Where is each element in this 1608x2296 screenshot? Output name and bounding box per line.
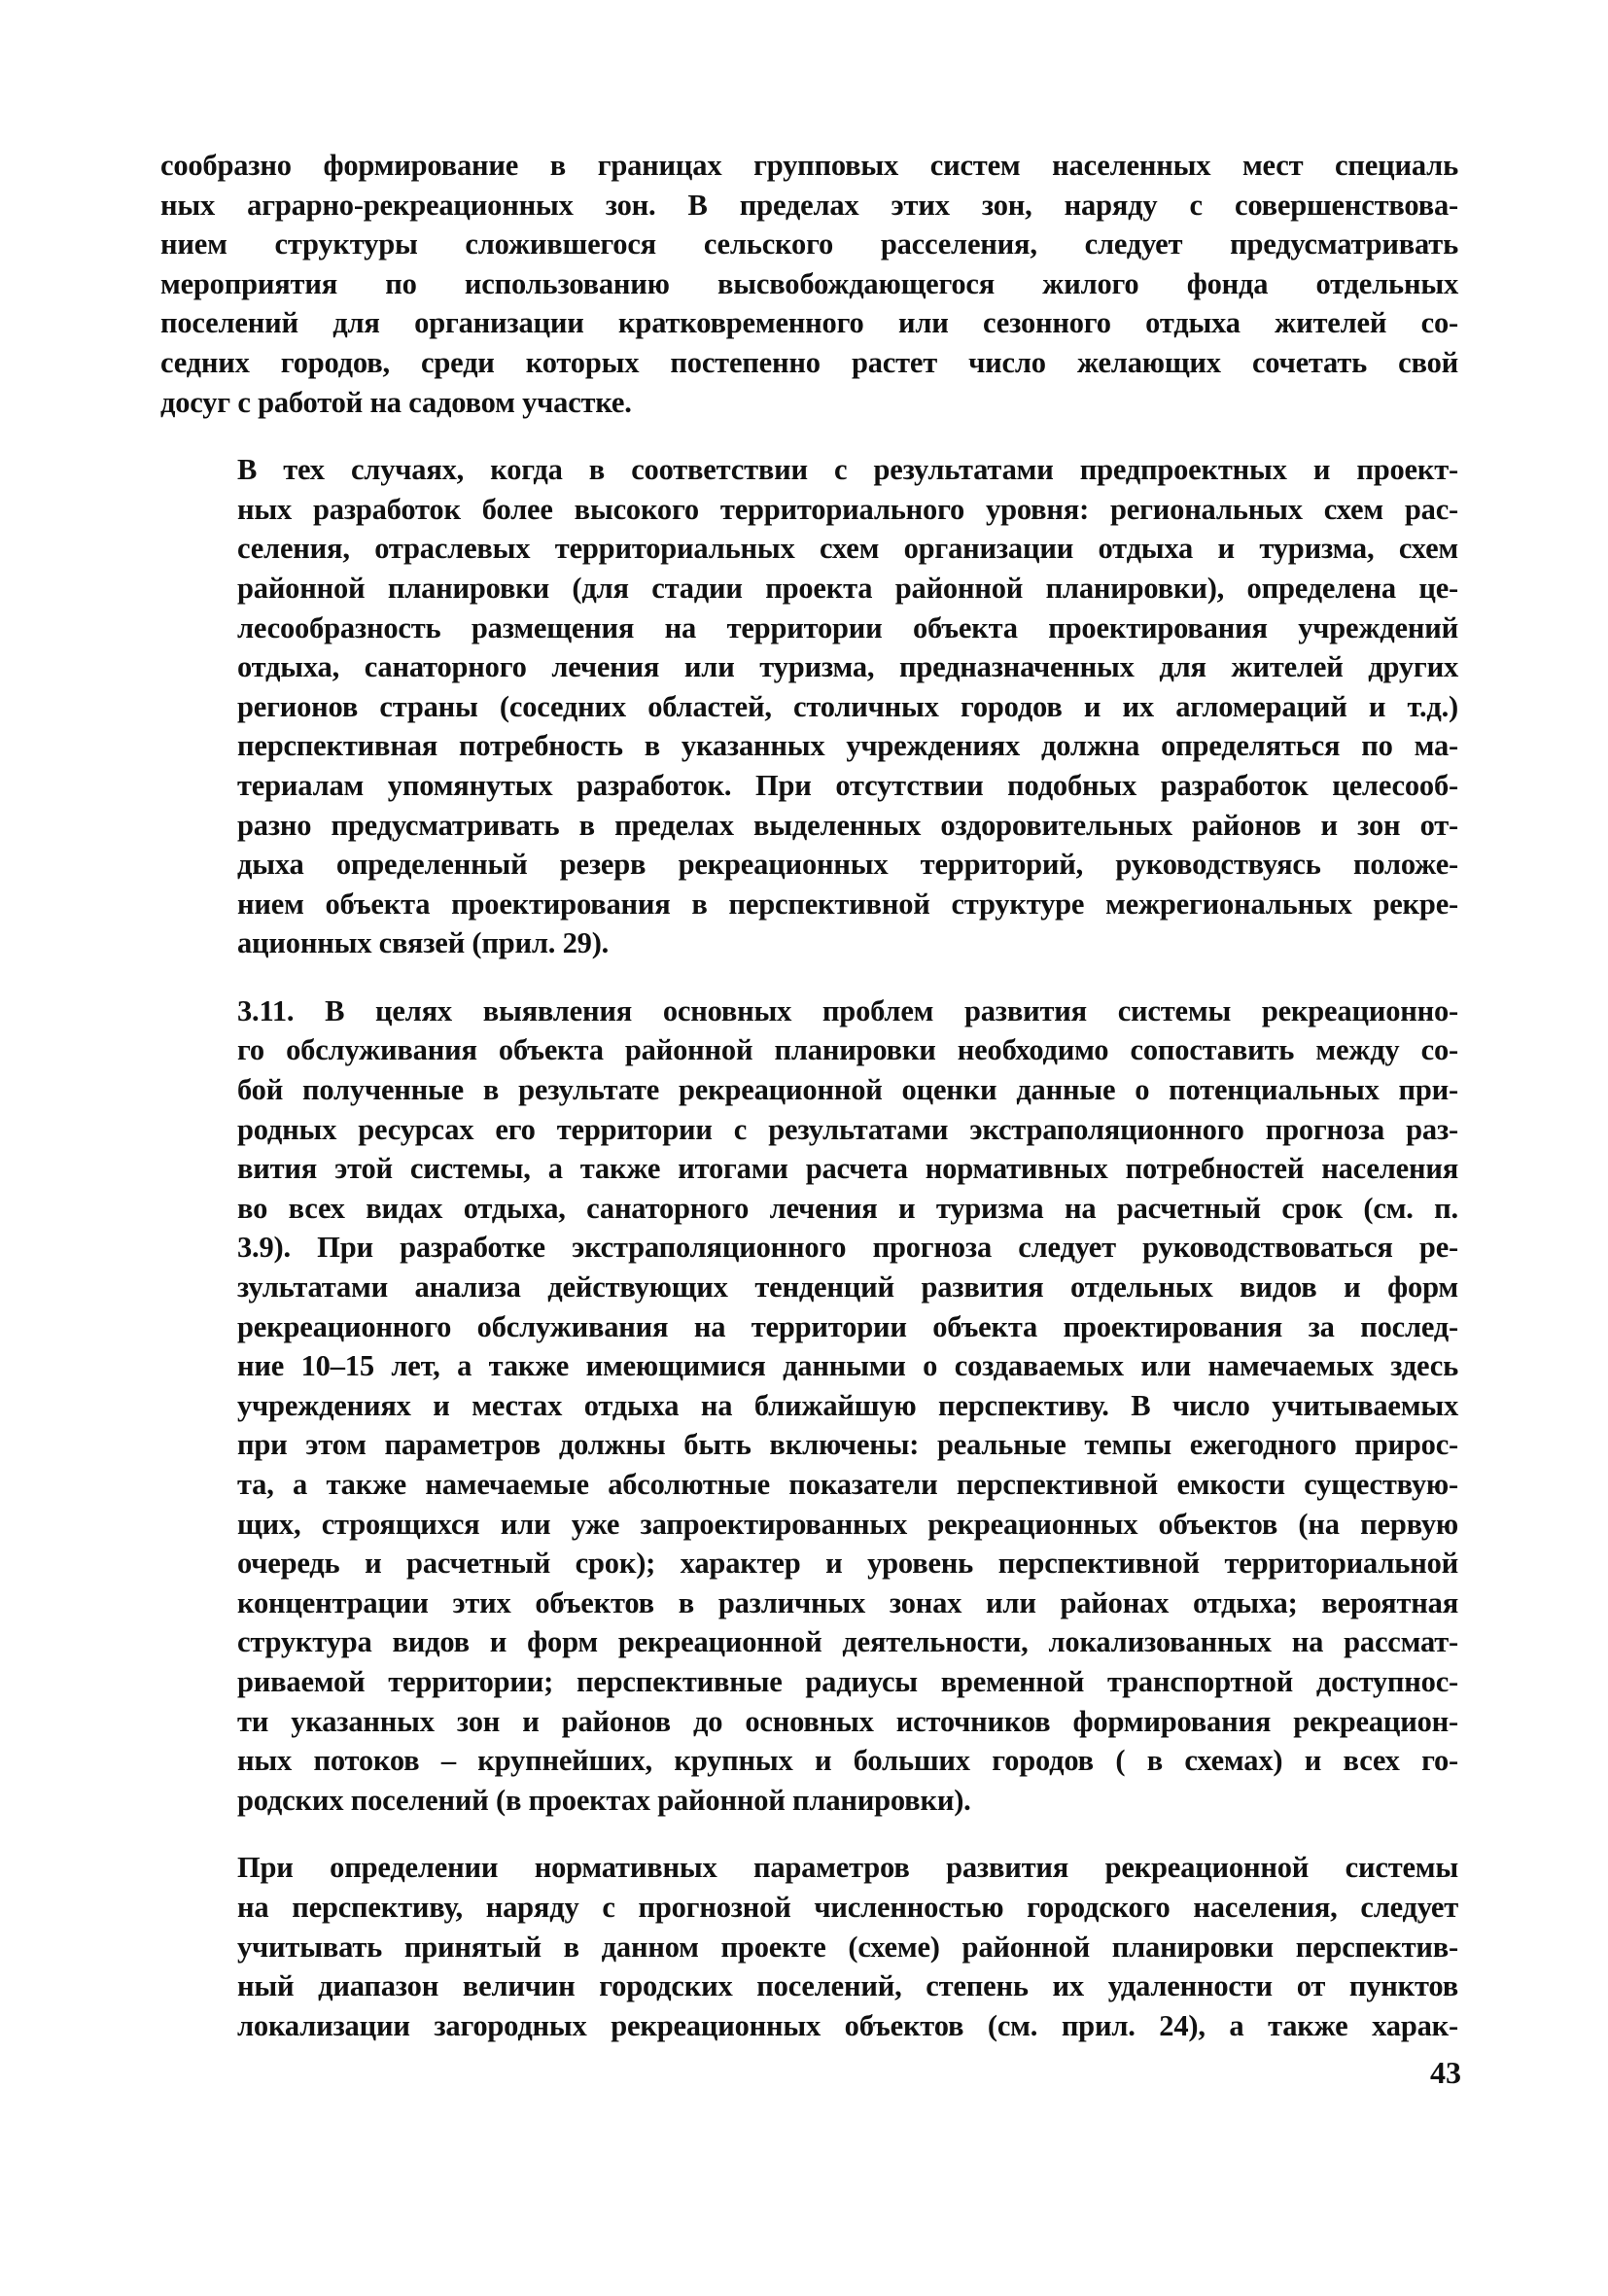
text-line: мероприятия по использованию высвобождающегося жилого фонда отдельных — [160, 266, 1458, 300]
text-line: отдыха, санаторного лечения или туризма, предназначенных для жителей других — [237, 650, 1458, 684]
text-line: нием структуры сложившегося сельского расселения, следует предусматривать — [160, 227, 1458, 261]
paragraph-4 — [160, 1848, 1458, 2045]
text-line: учреждениях и местах отдыха на ближайшую перспективу. В число учитываемых — [237, 1388, 1458, 1422]
text-line: районной планировки (для стадии проекта районной планировки), определена це- — [237, 571, 1458, 605]
text-line: перспективная потребность в указанных учреждениях должна определяться по ма- — [237, 729, 1458, 763]
text-line: териалам упомянутых разработок. При отсутствии подобных разработок целесооб- — [237, 768, 1458, 802]
text-line: досуг с работой на садовом участке. — [160, 385, 632, 419]
text-line: поселений для организации кратковременного или сезонного отдыха жителей со- — [160, 306, 1458, 340]
paragraph-1 — [160, 146, 1458, 422]
text-line: структура видов и форм рекреационной деятельности, локализованных на рассмат- — [237, 1625, 1458, 1659]
text-line: ных аграрно-рекреационных зон. В пределах этих зон, наряду с совершенствова- — [160, 188, 1458, 222]
text-line: При определении нормативных параметров развития рекреационной системы — [237, 1851, 1458, 1885]
text-line: го обслуживания объекта районной планировки необходимо сопоставить между со- — [237, 1033, 1458, 1067]
page-number: 43 — [1430, 2055, 1461, 2090]
text-line: на перспективу, наряду с прогнозной численностью городского населения, следует — [237, 1890, 1458, 1924]
text-line: при этом параметров должны быть включены: реальные темпы ежегодного прирос- — [237, 1428, 1458, 1462]
text-line: ационных связей (прил. 29). — [237, 926, 610, 960]
text-line: 3.9). При разработке экстраполяционного прогноза следует руководствоваться ре- — [237, 1231, 1458, 1265]
text-line: седних городов, среди которых постепенно растет число желающих сочетать свой — [160, 345, 1458, 379]
text-line: локализации загородных рекреационных объектов (см. прил. 24), а также харак- — [237, 2008, 1458, 2042]
text-line: 3.11. В целях выявления основных проблем развития системы рекреационно- — [237, 993, 1458, 1027]
text-line: разно предусматривать в пределах выделенных оздоровительных районов и зон от- — [237, 808, 1458, 842]
text-line: регионов страны (соседних областей, столичных городов и их агломераций и т.д.) — [237, 689, 1458, 723]
text-line: вития этой системы, а также итогами расчета нормативных потребностей населения — [237, 1152, 1458, 1186]
text-line: во всех видах отдыха, санаторного лечения и туризма на расчетный срок (см. п. — [237, 1191, 1458, 1225]
text-line: щих, строящихся или уже запроектированных рекреационных объектов (на первую — [237, 1507, 1458, 1541]
text-line: риваемой территории; перспективные радиусы временной транспортной доступнос- — [237, 1664, 1458, 1698]
text-line: лесообразность размещения на территории объекта проектирования учреждений — [237, 610, 1458, 644]
text-line: ных потоков – крупнейших, крупных и больших городов ( в схемах) и всех го- — [237, 1744, 1458, 1778]
text-line: селения, отраслевых территориальных схем организации отдыха и туризма, схем — [237, 532, 1458, 566]
text-line: ти указанных зон и районов до основных источников формирования рекреацион- — [237, 1704, 1458, 1738]
text-line: бой полученные в результате рекреационной оценки данные о потенциальных при- — [237, 1073, 1458, 1107]
text-line: ние 10–15 лет, а также имеющимися данными о создаваемых или намечаемых здесь — [237, 1349, 1458, 1383]
text-line: нием объекта проектирования в перспективной структуре межрегиональных рекре- — [237, 887, 1458, 921]
text-line: та, а также намечаемые абсолютные показатели перспективной емкости существую- — [237, 1468, 1458, 1501]
text-line: дыха определенный резерв рекреационных территорий, руководствуясь положе- — [237, 848, 1458, 882]
text-line: зультатами анализа действующих тенденций развития отдельных видов и форм — [237, 1270, 1458, 1305]
text-line: ных разработок более высокого территориального уровня: региональных схем рас- — [237, 492, 1458, 526]
paragraph-2 — [160, 450, 1458, 963]
text-line: сообразно формирование в границах групповых систем населенных мест специаль — [160, 149, 1458, 182]
text-line: В тех случаях, когда в соответствии с результатами предпроектных и проект- — [237, 453, 1458, 487]
text-line: рекреационного обслуживания на территории объекта проектирования за послед- — [237, 1309, 1458, 1343]
paragraph-3 — [160, 991, 1458, 1820]
text-line: ный диапазон величин городских поселений, степень их удаленности от пунктов — [237, 1969, 1458, 2003]
text-line: родских поселений (в проектах районной планировки). — [237, 1783, 971, 1817]
text-line: очередь и расчетный срок); характер и уровень перспективной территориальной — [237, 1547, 1458, 1581]
body-text — [160, 146, 1458, 2045]
text-line: родных ресурсах его территории с результатами экстраполяционного прогноза раз- — [237, 1112, 1458, 1146]
text-line: концентрации этих объектов в различных зонах или районах отдыха; вероятная — [237, 1585, 1458, 1619]
text-line: учитывать принятый в данном проекте (схеме) районной планировки перспектив- — [237, 1930, 1458, 1964]
